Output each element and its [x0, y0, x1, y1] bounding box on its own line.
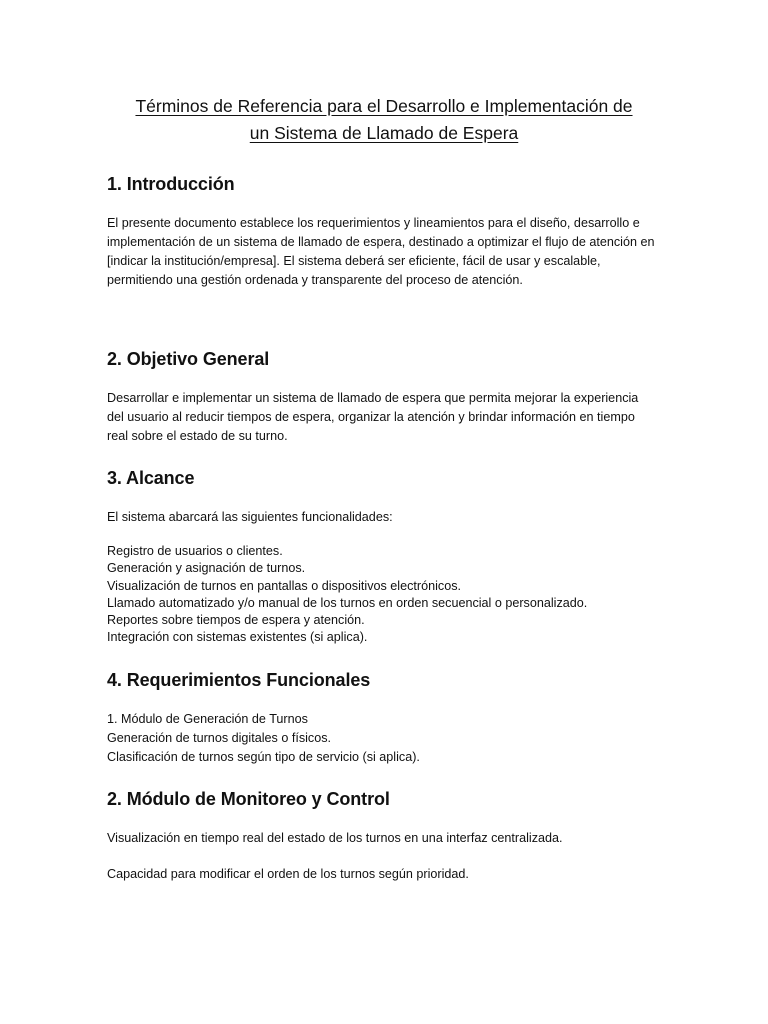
section-objetivo — [107, 347, 661, 446]
list-item: Clasificación de turnos según tipo de servicio (si aplica). — [107, 749, 420, 764]
section-heading: 3. Alcance — [107, 468, 195, 488]
paragraph-line: implementación de un sistema de llamado de espera, destinado a optimizar el flujo de atención en — [107, 235, 655, 249]
title-line: un Sistema de Llamado de Espera — [249, 123, 519, 143]
section-monitoreo — [107, 787, 661, 884]
paragraph-line: [indicar la institución/empresa]. El sistema deberá ser eficiente, fácil de usar y escalable, — [107, 254, 601, 268]
section-lead: El sistema abarcará las siguientes funcionalidades: — [107, 510, 393, 524]
paragraph-line: Desarrollar e implementar un sistema de llamado de espera que permita mejorar la experiencia — [107, 391, 639, 405]
section-alcance — [107, 466, 661, 647]
list-item: Llamado automatizado y/o manual de los turnos en orden secuencial o personalizado. — [107, 595, 588, 610]
section-paragraph — [107, 214, 661, 290]
list-item: Registro de usuarios o clientes. — [107, 544, 283, 558]
title-line: Términos de Referencia para el Desarrollo e Implementación de — [135, 96, 633, 116]
list-item: Integración con sistemas existentes (si aplica). — [107, 630, 368, 645]
section-heading: 4. Requerimientos Funcionales — [107, 669, 371, 690]
paragraph-line: real sobre el estado de su turno. — [107, 429, 288, 443]
section-heading: 2. Objetivo General — [107, 349, 270, 369]
list-item: Generación y asignación de turnos. — [107, 561, 306, 576]
list-item: Reportes sobre tiempos de espera y atención. — [107, 613, 365, 628]
scope-list — [107, 543, 661, 647]
paragraph-line: El presente documento establece los requerimientos y lineamientos para el diseño, desarrollo e — [107, 216, 640, 230]
paragraph-line: del usuario al reducir tiempos de espera, organizar la atención y brindar información en tiempo — [107, 410, 635, 424]
section-introduccion — [107, 172, 661, 290]
section-requerimientos — [107, 668, 661, 767]
list-item: Visualización de turnos en pantallas o dispositivos electrónicos. — [107, 578, 461, 593]
paragraph-line: permitiendo una gestión ordenada y transparente del proceso de atención. — [107, 273, 523, 287]
section-paragraph: Capacidad para modificar el orden de los turnos según prioridad. — [107, 866, 469, 881]
section-heading: 2. Módulo de Monitoreo y Control — [107, 788, 390, 809]
list-item: Generación de turnos digitales o físicos. — [107, 730, 332, 745]
requirements-list — [107, 710, 661, 767]
section-paragraph — [107, 389, 661, 446]
document-title — [107, 93, 661, 147]
section-paragraph: Visualización en tiempo real del estado de los turnos en una interfaz centralizada. — [107, 830, 563, 845]
section-heading: 1. Introducción — [107, 174, 235, 194]
list-item: 1. Módulo de Generación de Turnos — [107, 711, 308, 726]
